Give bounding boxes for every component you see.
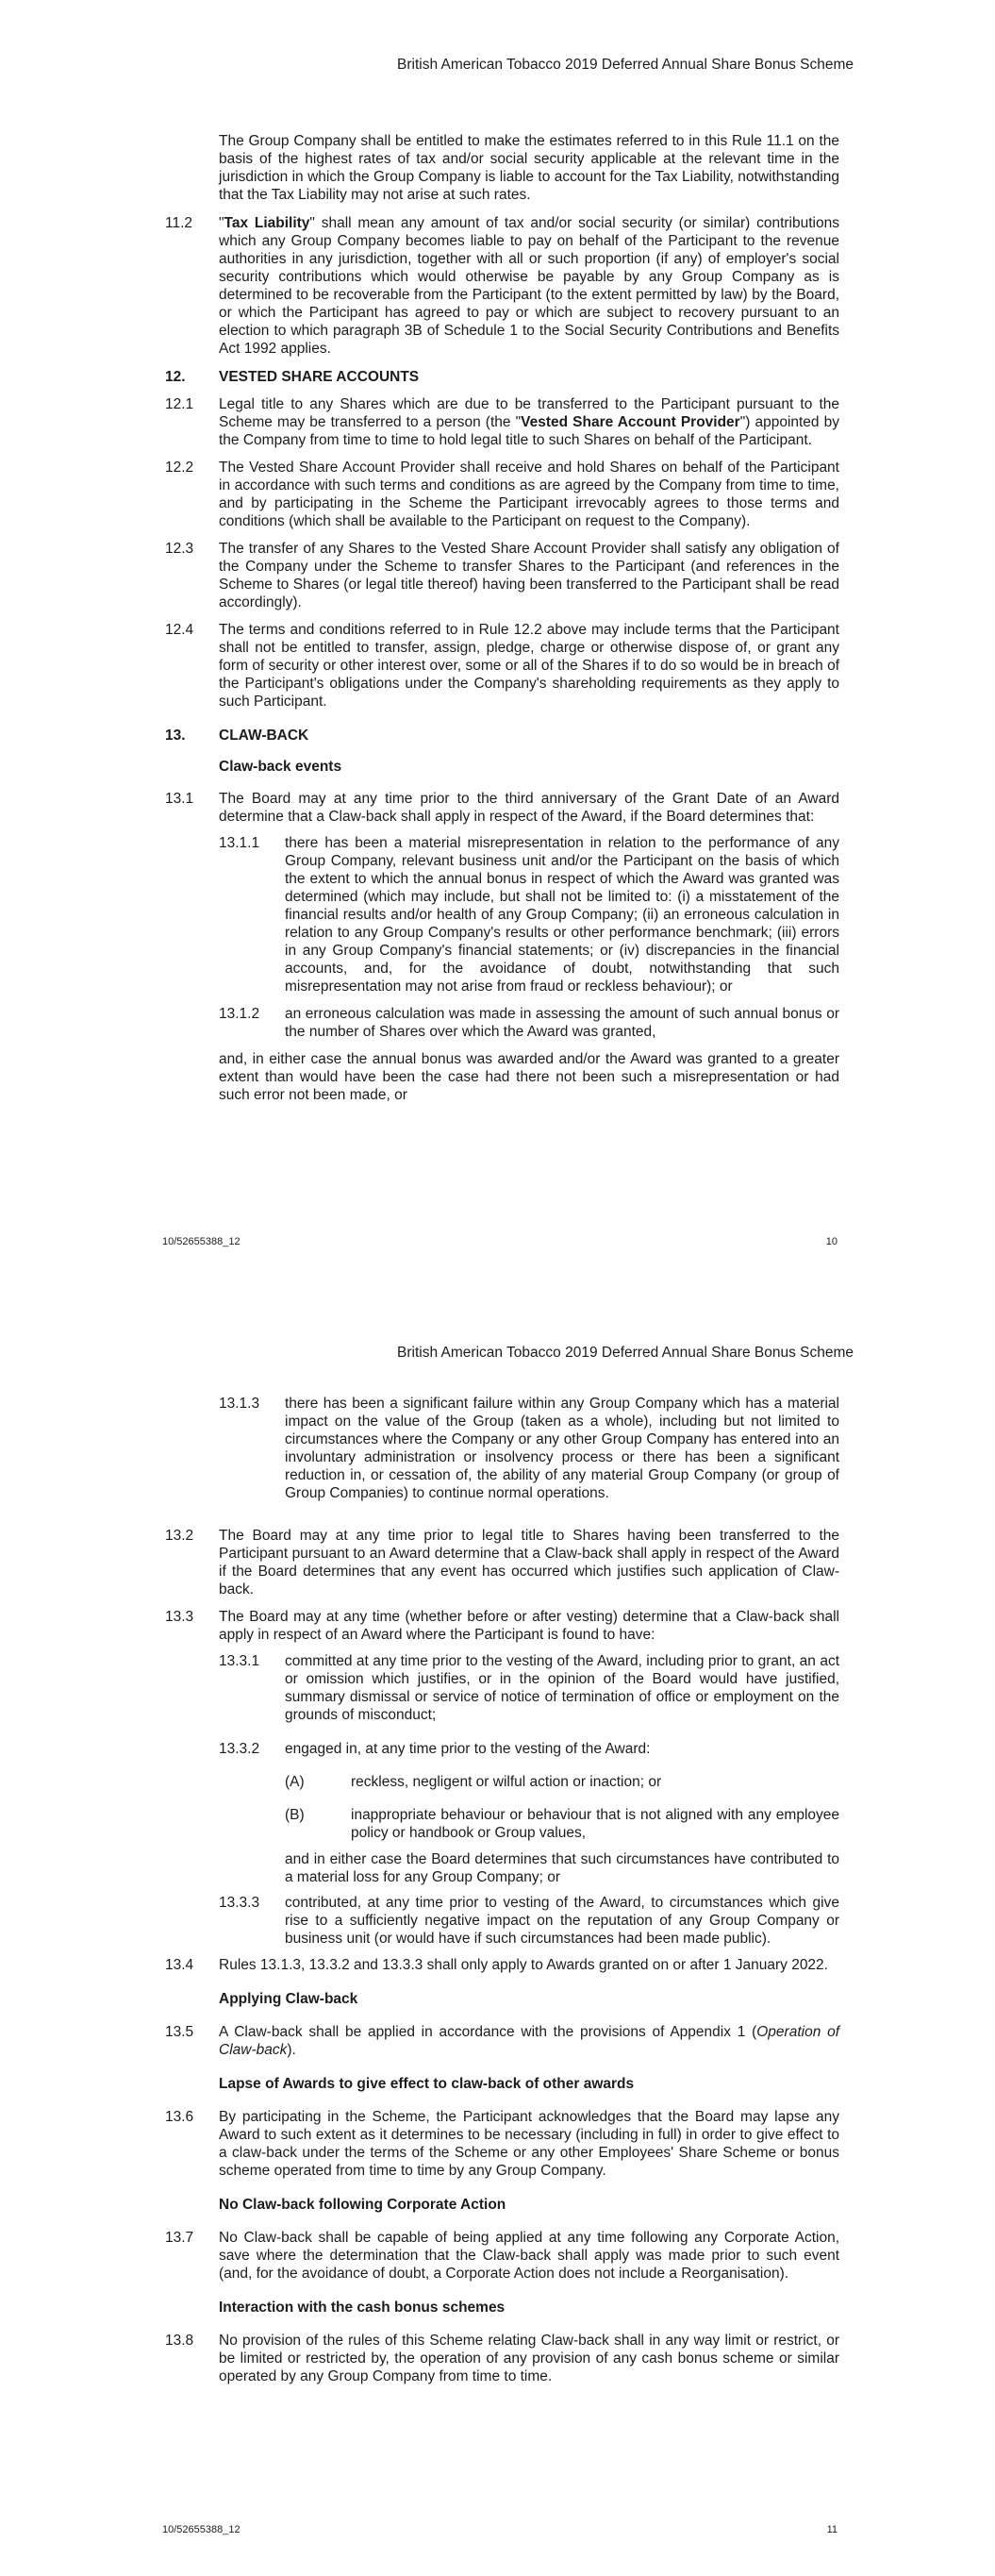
paragraph-text: No Claw-back shall be capable of being applied at any time following any Corporate Action, save where the determination that the Claw-back shall apply was made prior to such event (and, for the avoidance of doubt, a Corporate Action does not include a Reorganisation). [219, 2230, 839, 2282]
clause-number: 13.1.3 [219, 1396, 260, 1412]
section-12-heading [0, 368, 995, 386]
rule-12-3 [0, 540, 995, 611]
clause-number: 13.8 [165, 2333, 194, 2349]
paragraph-text: committed at any time prior to the vesting of the Award, including prior to grant, an act or omission which justifies, or in the opinion of the Board would have justified, summary dismissal or service of notice of termination of office or employment on the grounds of misconduct; [285, 1653, 839, 1723]
rule-13-3-2-b [0, 1806, 995, 1842]
clause-number: 11.2 [165, 215, 193, 231]
clause-number: 13.3.3 [219, 1895, 260, 1911]
rule-13-1-3 [0, 1395, 995, 1502]
clause-number: 13.4 [165, 1957, 194, 1973]
footer-document-ref: 10/52655388_12 [162, 1236, 240, 1247]
rule-13-1-1 [0, 834, 995, 995]
clause-number: 12.3 [165, 541, 194, 557]
paragraph-text: The Board may at any time prior to legal title to Shares having been transferred to the Participant pursuant to an Award determine that a Claw-back shall apply in respect of the Award if the Board determines that any event has occurred which justifies such application of Claw-back. [219, 1528, 839, 1597]
page-body [0, 132, 995, 1104]
page-11 [0, 1288, 995, 2576]
paragraph-text: there has been a material misrepresentation in relation to the performance of any Group Company, relevant business unit and/or the Participant on the basis of which the extent to which the annual bonus in respect of which the Award was granted was determined (which may include, but shall not be limited to: (i) a misstatement of the financial results and/or health of any Group Company; (ii) an erroneous calculation in relation to any Group Company's results or other performance benchmark; (iii) errors in any Group Company's financial statements; or (iv) discrepancies in the financial accounts, and, for the avoidance of doubt, notwithstanding that such misrepresentation may not arise from fraud or reckless behaviour); or [285, 835, 839, 995]
subheading-applying-clawback: Applying Claw-back [219, 1991, 358, 2007]
clause-number: 13.1.2 [219, 1006, 260, 1022]
defined-term: Tax Liability [224, 215, 310, 231]
subheading-no-clawback: No Claw-back following Corporate Action [219, 2197, 506, 2213]
clause-number: 12.2 [165, 460, 194, 476]
rule-13-7 [0, 2229, 995, 2283]
paragraph-text: and, in either case the annual bonus was awarded and/or the Award was granted to a greater extent than would have been the case had there not been such a misrepresentation or had such error not been made, or [219, 1051, 839, 1103]
rule-13-1-2 [0, 1005, 995, 1041]
rule-13-1 [0, 790, 995, 826]
defined-term: Vested Share Account Provider [521, 414, 740, 430]
clause-number: 12.4 [165, 622, 194, 638]
paragraph-text: The Board may at any time prior to the third anniversary of the Grant Date of an Award determine that a Claw-back shall apply in respect of the Award, if the Board determines that: [219, 791, 839, 825]
rule-13-1-tail [0, 1050, 995, 1104]
section-number: 13. [165, 728, 186, 744]
paragraph-text: The terms and conditions referred to in Rule 12.2 above may include terms that the Participant shall not be entitled to transfer, assign, pledge, charge or otherwise dispose of, or grant any form of security or other interest over, some or all of the Shares if to do so would be in breach of the Participant's obligations under the Company's shareholding requirements as they apply to such Participant. [219, 622, 839, 710]
paragraph-text: Rules 13.1.3, 13.3.2 and 13.3.3 shall only apply to Awards granted on or after 1 January 2022. [219, 1957, 828, 1973]
paragraph-text: Legal title to any Shares which are due to be transferred to the Participant pursuant to the Scheme may be transferred to a person (the "Vested Share Account Provider") appointed by the Company from time to time to hold legal title to such Shares on behalf of the Participant. [219, 396, 839, 448]
rule-12-4 [0, 621, 995, 711]
rule-13-3-2-tail [0, 1850, 995, 1886]
rule-13-3 [0, 1608, 995, 1644]
paragraph-text: The transfer of any Shares to the Vested Share Account Provider shall satisfy any obligation of the Company under the Scheme to transfer Shares to the Participant (and references in the Scheme to Shares (or legal title thereof) having been transferred to the Participant shall be read accordingly). [219, 541, 839, 611]
clause-number: 13.1.1 [219, 835, 260, 851]
subheading-cash-bonus: Interaction with the cash bonus schemes [219, 2300, 506, 2316]
rule-12-2 [0, 459, 995, 530]
paragraph-text: contributed, at any time prior to vesting of the Award, to circumstances which give rise to a sufficiently negative impact on the reputation of any Group Company or business unit (or would have if such circumstances had been made public). [285, 1895, 839, 1947]
paragraph-text: No provision of the rules of this Scheme relating Claw-back shall in any way limit or restrict, or be limited or restricted by, the operation of any provision of any cash bonus scheme or similar operated by any Group Company from time to time. [219, 2333, 839, 2384]
rule-13-2 [0, 1527, 995, 1598]
paragraph-text: "Tax Liability" shall mean any amount of tax and/or social security (or similar) contributions which any Group Company becomes liable to pay on behalf of the Participant to the revenue authorities in any jurisdiction, together with all or such proportion (if any) of employer's social security contributions which would otherwise be payable by any Group Company as is determined to be recoverable from the Participant (to the extent permitted by law) by the Board, or which the Participant has agreed to pay or which are subject to recovery pursuant to an election to which paragraph 3B of Schedule 1 to the Social Security Contributions and Benefits Act 1992 applies. [219, 215, 839, 357]
paragraph-text: inappropriate behaviour or behaviour that is not aligned with any employee policy or handbook or Group values, [351, 1807, 839, 1841]
clause-number: 13.3.1 [219, 1653, 260, 1669]
section-title: VESTED SHARE ACCOUNTS [219, 369, 420, 385]
rule-13-6 [0, 2108, 995, 2180]
clause-number: 13.6 [165, 2109, 194, 2125]
rule-13-3-1 [0, 1652, 995, 1724]
rule-11-1-continuation [0, 132, 995, 204]
clause-number: 13.2 [165, 1528, 194, 1544]
paragraph-text: The Vested Share Account Provider shall receive and hold Shares on behalf of the Participant in accordance with such terms and conditions as are agreed by the Company from time to time, and by participating in the Scheme the Participant irrevocably agrees to those terms and conditions (which shall be available to the Participant on request to the Company). [219, 460, 839, 529]
clause-number: 12.1 [165, 396, 194, 412]
rule-13-3-2 [0, 1740, 995, 1758]
clause-number: (B) [285, 1807, 305, 1823]
paragraph-text: The Board may at any time (whether before or after vesting) determine that a Claw-back shall apply in respect of an Award where the Participant is found to have: [219, 1609, 839, 1643]
paragraph-text: A Claw-back shall be applied in accordance with the provisions of Appendix 1 (Operation of Claw-back). [219, 2024, 839, 2058]
clause-number: 13.5 [165, 2024, 194, 2040]
rule-13-4 [0, 1956, 995, 1974]
paragraph-text: an erroneous calculation was made in assessing the amount of such annual bonus or the number of Shares over which the Award was granted, [285, 1006, 839, 1040]
clause-number: 13.7 [165, 2230, 194, 2246]
paragraph-text: reckless, negligent or wilful action or inaction; or [351, 1774, 662, 1790]
clause-number: 13.3.2 [219, 1741, 260, 1757]
paragraph-text: engaged in, at any time prior to the vesting of the Award: [285, 1741, 651, 1757]
section-title: CLAW-BACK [219, 728, 309, 744]
page-body [0, 1395, 995, 2385]
clause-number: 13.3 [165, 1609, 194, 1625]
rule-13-5 [0, 2023, 995, 2059]
italic-reference: Operation of Claw-back [219, 2024, 839, 2058]
footer-document-ref: 10/52655388_12 [162, 2524, 240, 2535]
paragraph-text: By participating in the Scheme, the Participant acknowledges that the Board may lapse any Award to such extent as it determines to be necessary (including in full) in order to give effect to a claw-back under the terms of the Scheme or any other Employees' Share Scheme or bonus scheme operated from time to time by any Group Company. [219, 2109, 839, 2179]
rule-13-3-3 [0, 1894, 995, 1948]
subheading-lapse-of-awards: Lapse of Awards to give effect to claw-back of other awards [219, 2076, 635, 2092]
rule-13-8 [0, 2332, 995, 2385]
subheading-clawback-events: Claw-back events [219, 759, 342, 775]
rule-13-3-2-a [0, 1773, 995, 1791]
section-number: 12. [165, 369, 186, 385]
paragraph-text: there has been a significant failure within any Group Company which has a material impact on the value of the Group (taken as a whole), including but not limited to circumstances where the Company or any other Group Company has entered into an involuntary administration or insolvency process or there has been a significant reduction in, or cessation of, the ability of any material Group Company (or group of Group Companies) to continue normal operations. [285, 1396, 839, 1501]
rule-12-1 [0, 395, 995, 449]
footer-page-number: 10 [825, 1236, 837, 1247]
section-13-heading [0, 727, 995, 744]
rule-11-2 [0, 214, 995, 358]
page-header: British American Tobacco 2019 Deferred Annual Share Bonus Scheme [397, 1345, 854, 1361]
page-header: British American Tobacco 2019 Deferred Annual Share Bonus Scheme [397, 57, 854, 73]
clause-number: 13.1 [165, 791, 194, 807]
paragraph-text: The Group Company shall be entitled to make the estimates referred to in this Rule 11.1 on the basis of the highest rates of tax and/or social security applicable at the relevant time in the jurisdiction in which the Group Company is liable to account for the Tax Liability, notwithstanding that the Tax Liability may not arise at such rates. [219, 133, 839, 203]
footer-page-number: 11 [826, 2524, 837, 2535]
clause-number: (A) [285, 1774, 305, 1790]
paragraph-text: and in either case the Board determines that such circumstances have contributed to a material loss for any Group Company; or [285, 1851, 839, 1885]
